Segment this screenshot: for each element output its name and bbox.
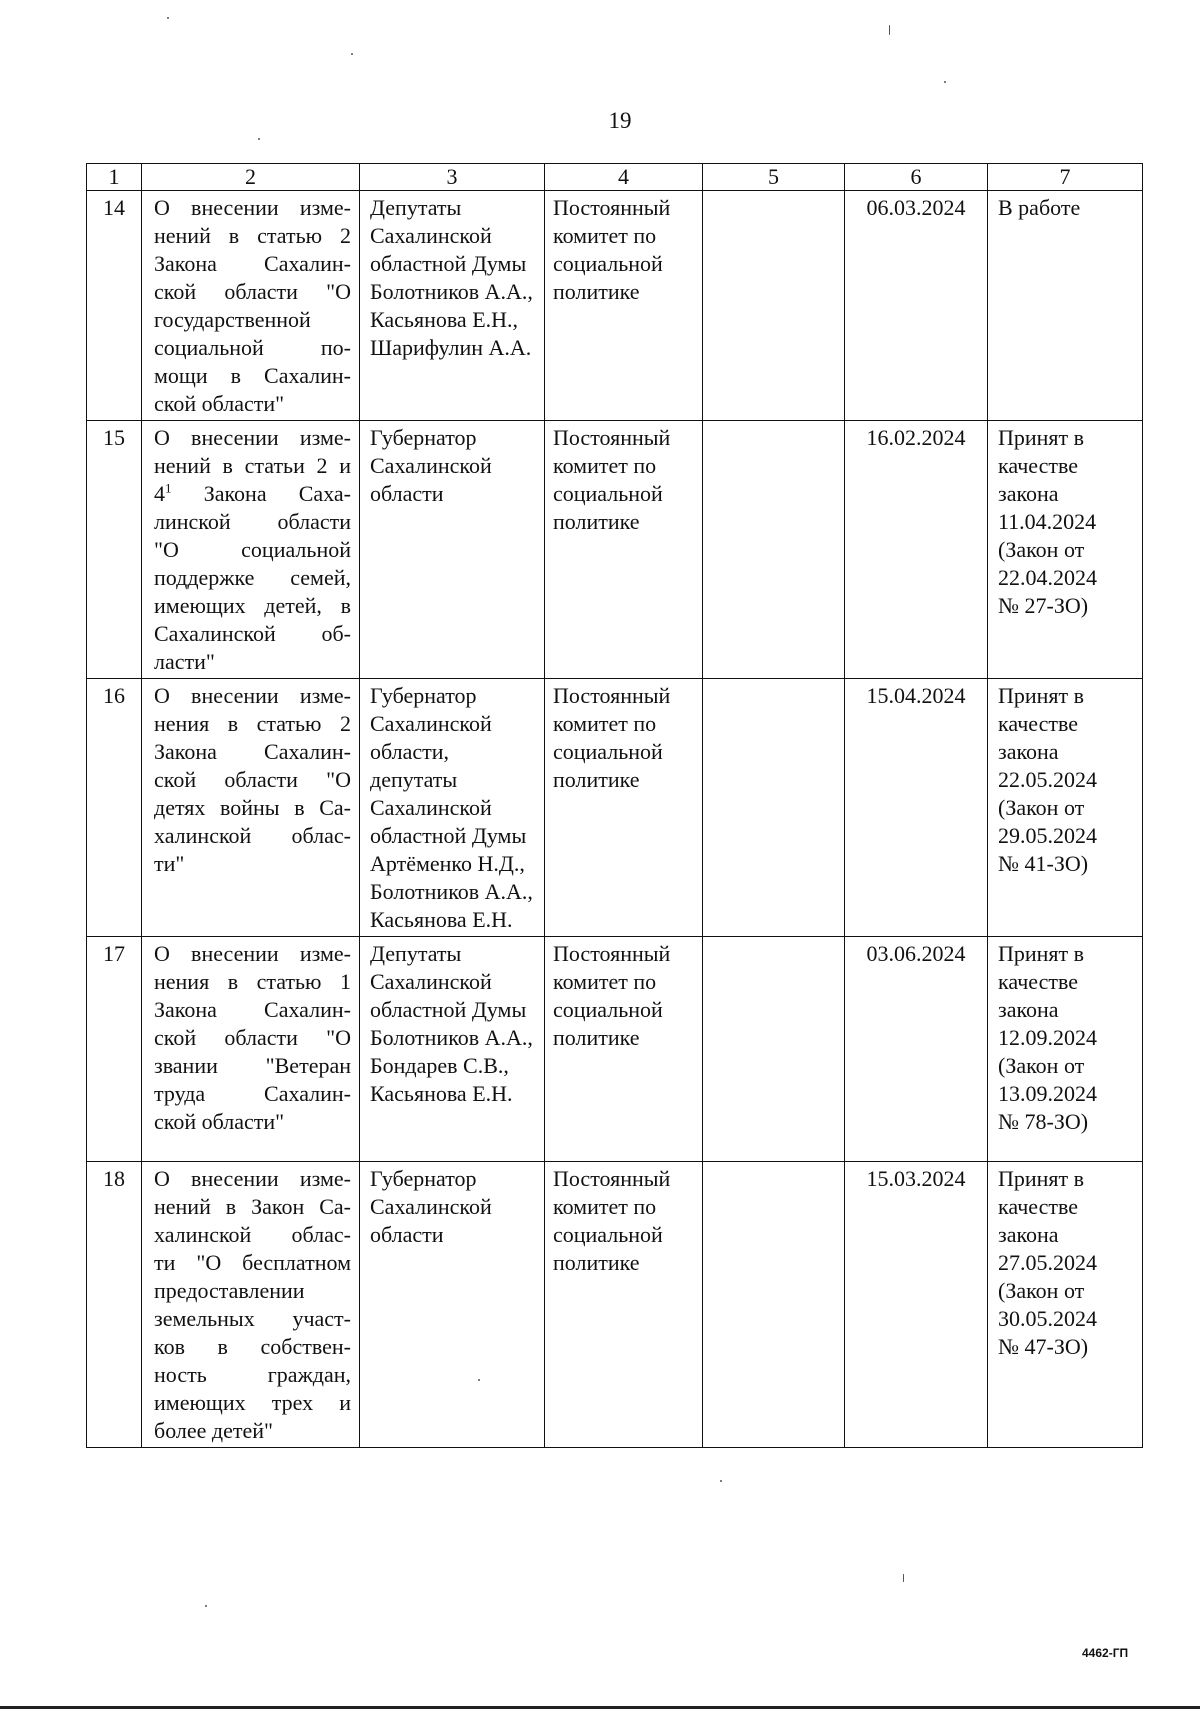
text-line: № 78-ЗО) xyxy=(998,1109,1089,1134)
bill-status xyxy=(988,679,1143,937)
text-line: детях войны в Са- xyxy=(154,795,351,820)
text-line: "О социальной xyxy=(154,537,351,562)
column-header: 2 xyxy=(142,164,360,191)
text-line: ти" xyxy=(154,851,185,876)
superscript: 1 xyxy=(165,480,172,496)
text-line: нений в статью 2 xyxy=(154,223,351,248)
text-line: Болотников А.А., xyxy=(370,1025,533,1050)
text-line: социальной xyxy=(553,997,663,1022)
date-text: 15.03.2024 xyxy=(866,1166,966,1191)
text-line: халинской облас- xyxy=(154,1222,351,1247)
text-line: Бондарев С.В., xyxy=(370,1053,509,1078)
bill-initiator xyxy=(360,679,545,937)
text-line: закона xyxy=(998,1222,1059,1247)
registry-table xyxy=(86,163,1143,1448)
text-line: комитет по xyxy=(553,1194,657,1219)
text-line: областной Думы xyxy=(370,997,527,1022)
text-line: Депутаты xyxy=(370,941,462,966)
row-number-text: 17 xyxy=(103,941,125,966)
text-line: более детей" xyxy=(154,1418,274,1443)
table-row xyxy=(87,937,1143,1162)
text-line: качестве xyxy=(998,453,1079,478)
text-line: халинской облас- xyxy=(154,823,351,848)
text-line: Постоянный xyxy=(553,941,671,966)
text-line: ласти" xyxy=(154,649,215,674)
table-row xyxy=(87,191,1143,421)
column-5-cell xyxy=(703,421,845,679)
text-line: качестве xyxy=(998,969,1079,994)
column-header: 5 xyxy=(703,164,845,191)
text-line: 12.09.2024 xyxy=(998,1025,1097,1050)
scan-speck xyxy=(478,1379,480,1381)
text-line: Постоянный xyxy=(553,1166,671,1191)
text-line: нений в Закон Са- xyxy=(154,1194,351,1219)
row-number xyxy=(87,421,142,679)
text-line: комитет по xyxy=(553,969,657,994)
text-line: качестве xyxy=(998,711,1079,736)
text-line: № 27-ЗО) xyxy=(998,593,1089,618)
text-line: поддержке семей, xyxy=(154,565,351,590)
text-line: Сахалинской xyxy=(370,969,492,994)
text-line: Сахалинской об- xyxy=(154,621,351,646)
text-line: Принят в xyxy=(998,425,1085,450)
text-fragment: Закона Саха- xyxy=(203,481,352,506)
text-line: нений в статьи 2 и xyxy=(154,453,351,478)
text-line: социальной xyxy=(553,481,663,506)
text-line: ской области "О xyxy=(154,1025,351,1050)
text-line: ность граждан, xyxy=(154,1362,351,1387)
responsible-committee xyxy=(545,191,703,421)
text-line: социальной xyxy=(553,1222,663,1247)
text-line: Болотников А.А., xyxy=(370,279,533,304)
text-line: комитет по xyxy=(553,453,657,478)
text-line: депутаты xyxy=(370,767,458,792)
bill-status xyxy=(988,1162,1143,1448)
text-line: нения в статью 1 xyxy=(154,969,351,994)
column-5-cell xyxy=(703,937,845,1162)
text-line: области, xyxy=(370,739,450,764)
bill-title xyxy=(142,937,360,1162)
scan-speck xyxy=(258,138,260,140)
text-line: Касьянова Е.Н. xyxy=(370,907,513,932)
submission-date xyxy=(845,679,988,937)
text-line: Касьянова Е.Н., xyxy=(370,307,519,332)
text-line: социальной xyxy=(553,251,663,276)
text-line: звании "Ветеран xyxy=(154,1053,351,1078)
bill-status xyxy=(988,191,1143,421)
text-line: качестве xyxy=(998,1194,1079,1219)
column-header: 7 xyxy=(988,164,1143,191)
text-line: линской области xyxy=(154,509,351,534)
scan-speck xyxy=(720,1480,722,1482)
responsible-committee xyxy=(545,421,703,679)
bill-title xyxy=(142,191,360,421)
text-line: Закона Сахалин- xyxy=(154,997,351,1022)
text-line: области xyxy=(370,481,444,506)
text-line: земельных участ- xyxy=(154,1306,351,1331)
responsible-committee xyxy=(545,1162,703,1448)
scan-speck xyxy=(903,1574,904,1582)
responsible-committee xyxy=(545,679,703,937)
text-fragment: 4 xyxy=(154,481,165,506)
table-header-row xyxy=(87,164,1143,191)
table-row xyxy=(87,1162,1143,1448)
bill-title xyxy=(142,421,360,679)
text-line: политике xyxy=(553,1025,640,1050)
date-text: 15.04.2024 xyxy=(866,683,966,708)
scan-edge-line xyxy=(0,1706,1200,1709)
row-number-text: 18 xyxy=(103,1166,125,1191)
submission-date xyxy=(845,1162,988,1448)
text-line: 22.04.2024 xyxy=(998,565,1097,590)
scan-speck xyxy=(167,17,169,19)
bill-initiator xyxy=(360,1162,545,1448)
date-text: 06.03.2024 xyxy=(866,195,966,220)
text-line: Принят в xyxy=(998,683,1085,708)
text-line: Принят в xyxy=(998,1166,1085,1191)
text-line: 22.05.2024 xyxy=(998,767,1097,792)
text-line: нения в статью 2 xyxy=(154,711,351,736)
text-line: 11.04.2024 xyxy=(998,509,1097,534)
bill-initiator xyxy=(360,421,545,679)
document-code: 4462-ГП xyxy=(1082,1646,1129,1660)
text-line: Артёменко Н.Д., xyxy=(370,851,525,876)
text-line: № 41-ЗО) xyxy=(998,851,1089,876)
column-5-cell xyxy=(703,1162,845,1448)
column-header: 4 xyxy=(545,164,703,191)
text-line: Закона Сахалин- xyxy=(154,251,351,276)
column-header: 3 xyxy=(360,164,545,191)
text-line: политике xyxy=(553,509,640,534)
text-line: ской области "О xyxy=(154,767,351,792)
text-line: ской области" xyxy=(154,1109,285,1134)
bill-title xyxy=(142,679,360,937)
text-line: политике xyxy=(553,1250,640,1275)
text-line: 13.09.2024 xyxy=(998,1081,1097,1106)
text-line: областной Думы xyxy=(370,823,527,848)
responsible-committee xyxy=(545,937,703,1162)
bill-initiator xyxy=(360,191,545,421)
text-line: Касьянова Е.Н. xyxy=(370,1081,513,1106)
text-line xyxy=(154,480,351,508)
bill-status xyxy=(988,421,1143,679)
text-line: Шарифулин А.А. xyxy=(370,335,532,360)
text-line: Сахалинской xyxy=(370,1194,492,1219)
text-line: Постоянный xyxy=(553,195,671,220)
text-line: социальной xyxy=(553,739,663,764)
text-line: 30.05.2024 xyxy=(998,1306,1097,1331)
text-line: О внесении изме- xyxy=(154,425,351,450)
text-line: Постоянный xyxy=(553,683,671,708)
column-5-cell xyxy=(703,679,845,937)
text-line: 29.05.2024 xyxy=(998,823,1097,848)
row-number xyxy=(87,191,142,421)
submission-date xyxy=(845,937,988,1162)
submission-date xyxy=(845,191,988,421)
text-line: Принят в xyxy=(998,941,1085,966)
text-line: О внесении изме- xyxy=(154,1166,351,1191)
text-line: закона xyxy=(998,997,1059,1022)
text-line: ской области "О xyxy=(154,279,351,304)
bill-status xyxy=(988,937,1143,1162)
bill-title xyxy=(142,1162,360,1448)
scan-speck xyxy=(889,25,890,35)
scan-speck xyxy=(351,53,353,55)
text-line: областной Думы xyxy=(370,251,527,276)
page-number: 19 xyxy=(608,108,632,133)
text-line: (Закон от xyxy=(998,1278,1085,1303)
row-number xyxy=(87,1162,142,1448)
text-line: мощи в Сахалин- xyxy=(154,363,351,388)
row-number-text: 16 xyxy=(103,683,125,708)
text-line: закона xyxy=(998,481,1059,506)
text-line: О внесении изме- xyxy=(154,683,351,708)
text-line: (Закон от xyxy=(998,537,1085,562)
text-line: № 47-ЗО) xyxy=(998,1334,1089,1359)
text-line: комитет по xyxy=(553,223,657,248)
text-line: Депутаты xyxy=(370,195,462,220)
text-line: имеющих детей, в xyxy=(154,593,351,618)
column-5-cell xyxy=(703,191,845,421)
text-line: имеющих трех и xyxy=(154,1390,351,1415)
scan-speck xyxy=(205,1605,207,1607)
text-line: закона xyxy=(998,739,1059,764)
table-body xyxy=(87,191,1143,1448)
column-header: 6 xyxy=(845,164,988,191)
column-header: 1 xyxy=(87,164,142,191)
submission-date xyxy=(845,421,988,679)
text-line: государственной xyxy=(154,307,311,332)
text-line: Сахалинской xyxy=(370,795,492,820)
text-line: Сахалинской xyxy=(370,223,492,248)
scan-speck xyxy=(944,81,946,83)
text-line: Губернатор xyxy=(370,1166,477,1191)
table-row xyxy=(87,421,1143,679)
text-line: (Закон от xyxy=(998,1053,1085,1078)
row-number xyxy=(87,937,142,1162)
text-line: Сахалинской xyxy=(370,711,492,736)
text-line: труда Сахалин- xyxy=(154,1081,351,1106)
row-number xyxy=(87,679,142,937)
text-line: предоставлении xyxy=(154,1278,305,1303)
text-line: Губернатор xyxy=(370,683,477,708)
text-line: О внесении изме- xyxy=(154,941,351,966)
text-line: Постоянный xyxy=(553,425,671,450)
text-line: ской области" xyxy=(154,391,285,416)
text-line: Болотников А.А., xyxy=(370,879,533,904)
row-number-text: 14 xyxy=(103,195,125,220)
text-line: В работе xyxy=(998,195,1081,220)
row-number-text: 15 xyxy=(103,425,125,450)
text-line: (Закон от xyxy=(998,795,1085,820)
text-line: О внесении изме- xyxy=(154,195,351,220)
text-line: Закона Сахалин- xyxy=(154,739,351,764)
table-row xyxy=(87,679,1143,937)
text-line: политике xyxy=(553,767,640,792)
date-text: 03.06.2024 xyxy=(866,941,966,966)
text-line: ков в собствен- xyxy=(154,1334,351,1359)
text-line: комитет по xyxy=(553,711,657,736)
bill-initiator xyxy=(360,937,545,1162)
text-line: 27.05.2024 xyxy=(998,1250,1097,1275)
text-line: социальной по- xyxy=(154,335,351,360)
text-line: политике xyxy=(553,279,640,304)
text-line: Губернатор xyxy=(370,425,477,450)
text-line: Сахалинской xyxy=(370,453,492,478)
text-line: области xyxy=(370,1222,444,1247)
date-text: 16.02.2024 xyxy=(866,425,966,450)
text-line: ти "О бесплатном xyxy=(154,1250,351,1275)
